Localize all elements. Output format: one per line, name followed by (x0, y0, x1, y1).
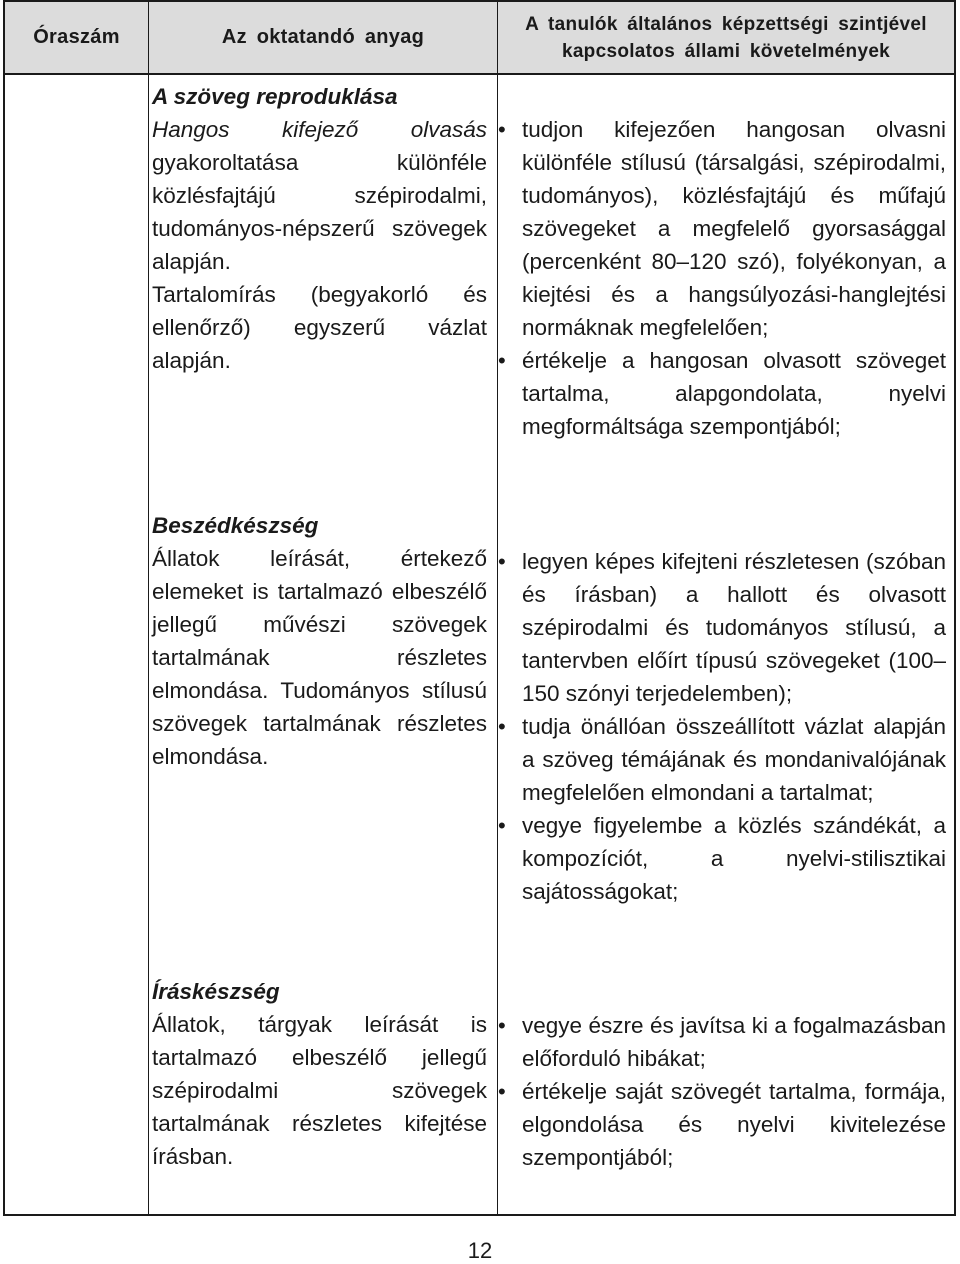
section-reproduction-body (152, 113, 487, 278)
bullet-icon: • (498, 1013, 506, 1038)
section-writing-title: Íráskészség (152, 979, 280, 1004)
section-writing-requirements (496, 1009, 946, 1174)
section-speaking-body: Állatok leírását, értekező elemeket is tartalmazó elbeszélő jellegű művészi szövegek tartalmának részletes elmondása. Tudományos stílusú szövegek tartalmának részletes elmondása. (152, 546, 487, 769)
requirement-item (496, 545, 946, 710)
header-requirements (498, 2, 954, 73)
bullet-icon: • (498, 117, 506, 142)
bullet-icon: • (498, 813, 506, 838)
reading-aloud-rest: gyakoroltatása különféle közlésfajtájú szépirodalmi, tudományos-népszerű szövegek alapján. (152, 150, 487, 274)
requirement-item (496, 1075, 946, 1174)
requirement-item (496, 809, 946, 908)
header-hours: Óraszám (33, 26, 120, 48)
requirement-item (496, 1009, 946, 1075)
page-number: 12 (467, 1238, 493, 1263)
requirement-text: értékelje a hangosan olvasott szöveget tartalma, alapgondolata, nyelvi megformáltsága szempontjából; (522, 348, 946, 439)
bullet-icon: • (498, 1079, 506, 1104)
section-speaking-content (152, 509, 487, 773)
section-reproduction-body2: Tartalomírás (begyakorló és ellenőrző) egyszerű vázlat alapján. (152, 282, 487, 373)
header-requirements-line2: kapcsolatos állami követelmények (561, 40, 891, 62)
section-reproduction-title: A szöveg reproduklása (152, 84, 398, 109)
reading-aloud-term: Hangos kifejező olvasás (152, 117, 487, 142)
section-speaking-title: Beszédkészség (152, 513, 319, 538)
requirement-text: tudjon kifejezően hangosan olvasni különféle stílusú (társalgási, szépirodalmi, tudományos), közlésfajtájú és műfajú szövegeket a megfelelő gyorsasággal (percenként 80–120 szó), folyékonyan, a kiejtési és a hangsúlyozási-hanglejtési normáknak megfelelően; (522, 117, 946, 340)
column-divider-1 (148, 2, 149, 1214)
requirement-item (496, 344, 946, 443)
section-reproduction-requirements (496, 113, 946, 443)
section-writing-content (152, 975, 487, 1173)
requirement-text: értékelje saját szövegét tartalma, formája, elgondolása és nyelvi kivitelezése szempontjából; (522, 1079, 946, 1170)
section-writing-body: Állatok, tárgyak leírását is tartalmazó elbeszélő jellegű szépirodalmi szövegek tartalmának részletes kifejtése írásban. (152, 1012, 487, 1169)
bullet-icon: • (498, 714, 506, 739)
section-reproduction-content (152, 80, 487, 377)
header-requirements-line1: A tanulók általános képzettségi szintjével (525, 13, 927, 35)
section-speaking-requirements (496, 545, 946, 908)
header-material: Az oktatandó anyag (221, 26, 425, 48)
requirement-text: vegye figyelembe a közlés szándékát, a kompozíciót, a nyelvi-stilisztikai sajátosságokat; (522, 813, 946, 904)
requirement-text: legyen képes kifejteni részletesen (szóban és írásban) a hallott és olvasott szépirodalmi és tudományos stílusú, a tantervben előírt típusú szövegeket (100–150 szónyi terjedelemben); (522, 549, 946, 706)
requirement-item (496, 710, 946, 809)
bullet-icon: • (498, 348, 506, 373)
requirement-item (496, 113, 946, 344)
requirement-text: tudja önállóan összeállított vázlat alapján a szöveg témájának és mondanivalójának megfelelően elmondani a tartalmat; (522, 714, 946, 805)
bullet-icon: • (498, 549, 506, 574)
requirement-text: vegye észre és javítsa ki a fogalmazásban előforduló hibákat; (522, 1013, 946, 1071)
